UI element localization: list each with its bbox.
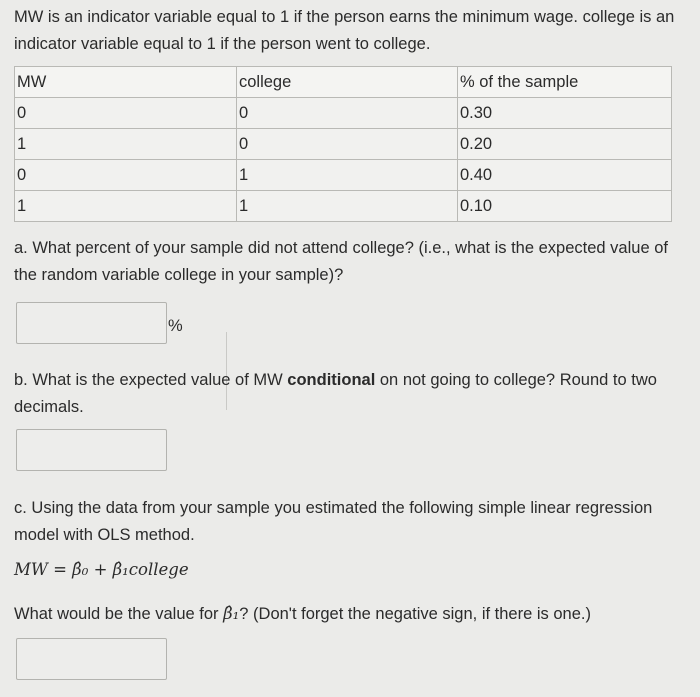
cell-mw: 0 [15,98,237,129]
cell-percent: 0.20 [458,129,672,160]
table-row [15,191,672,222]
question-c-text: c. Using the data from your sample you estimated the following simple linear regression model with OLS method. [14,499,653,544]
table-row [15,129,672,160]
cell-mw: 0 [15,160,237,191]
regression-formula: MW = β̂₀ + β̂₁college [14,560,189,579]
answer-c-input[interactable] [16,638,167,680]
question-a-text: a. What percent of your sample did not attend college? (i.e., what is the expected value of the random variable college in your sample)? [14,239,668,284]
question-b-bold: conditional [287,371,376,389]
answer-a-input[interactable] [16,302,167,344]
beta1-symbol: β̂₁ [223,604,240,623]
table-header-row [15,67,672,98]
header-mw: MW [15,67,237,98]
header-percent: % of the sample [458,67,672,98]
cell-percent: 0.10 [458,191,672,222]
question-b-text-after: on not going to college? Round to two decimals. [14,371,657,416]
question-b-text-before: b. What is the expected value of MW [14,371,288,389]
cell-college: 0 [237,98,458,129]
data-table [14,66,672,222]
cell-percent: 0.30 [458,98,672,129]
table-row [15,160,672,191]
header-college: college [237,67,458,98]
question-c-prompt-after: ? (Don't forget the negative sign, if there is one.) [239,605,591,623]
intro-text: MW is an indicator variable equal to 1 if the person earns the minimum wage. college is an indicator variable equal to 1 if the person went to college. [14,8,675,53]
cell-mw: 1 [15,129,237,160]
cell-percent: 0.40 [458,160,672,191]
question-b-text [14,367,694,421]
cell-mw: 1 [15,191,237,222]
cell-college: 0 [237,129,458,160]
table-row [15,98,672,129]
answer-b-input[interactable] [16,429,167,471]
question-c-prompt-before: What would be the value for [14,605,224,623]
question-c-prompt [14,600,694,628]
cell-college: 1 [237,160,458,191]
cell-college: 1 [237,191,458,222]
percent-unit: % [168,317,183,335]
